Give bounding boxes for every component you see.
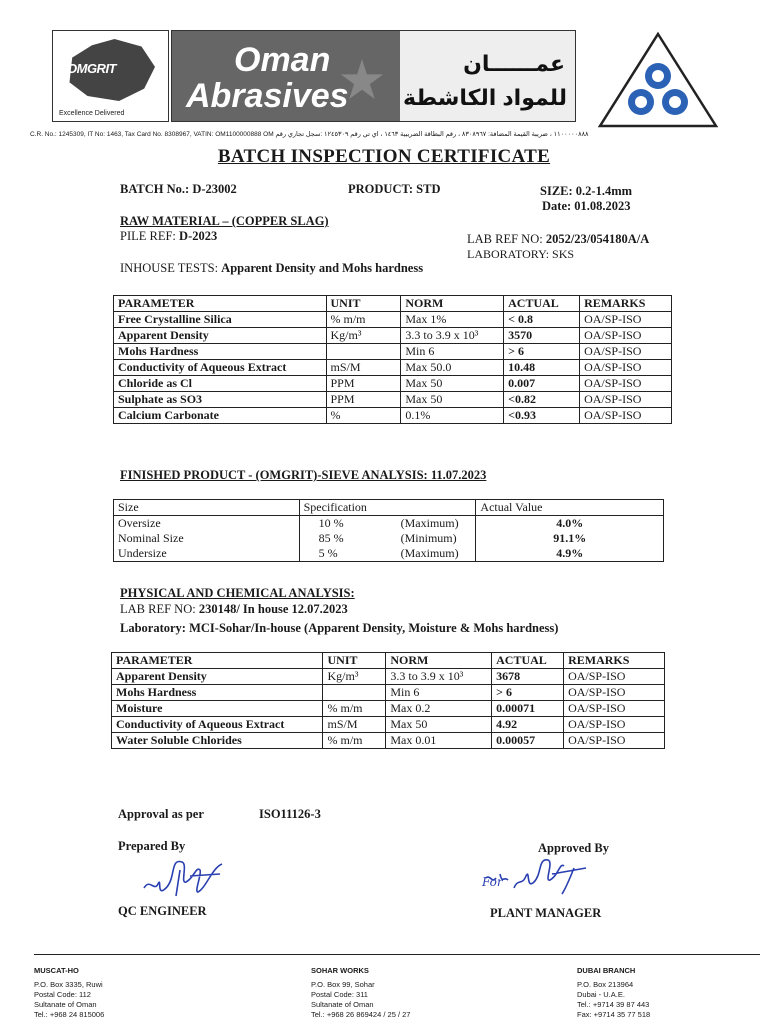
column-header: NORM [401,296,504,312]
table-row [114,516,664,532]
oman-abrasives-banner [171,30,576,122]
table-row [114,344,672,360]
footer-dubai [577,966,650,1020]
footer-line: Fax: +9714 35 77 518 [577,1010,651,1019]
approved-by-label: Approved By [538,841,609,855]
registration-line: C.R. No.: 1245309, IT No: 1463, Tax Card No. 8308967, VATIN: OM1100000888 OM ١١٠٠٠٠٠٨٨٨ ، ضريبة القيمة المضافة: ٨٣٠٨٩٦٧ ، رقم البطاقة الضريبية ١٤٦٣ ، اي تي رقم ١٢٤٥٣٠٩ :سجل تجاري رقم [30,131,589,138]
remarks-cell: OA/SP-ISO [580,360,672,376]
size-cell: Nominal Size [114,531,300,546]
table-row [114,392,672,408]
actual-cell: <0.93 [504,408,580,424]
footer-line: Dubai - U.A.E. [577,990,625,999]
column-header: Specification [299,500,476,516]
table-row [112,669,665,685]
norm-cell: Max 1% [401,312,504,328]
parameter-cell: Mohs Hardness [112,685,323,701]
table-row [112,685,665,701]
footer-dubai-title: DUBAI BRANCH [577,966,636,975]
omgrit-logo-text: OMGRIT [67,61,116,76]
unit-cell: Kg/m³ [323,669,386,685]
date: Date: 01.08.2023 [542,199,631,213]
actual-cell: 4.0% [476,516,664,532]
parameter-cell: Water Soluble Chlorides [112,733,323,749]
laboratory: LABORATORY: SKS [467,247,575,261]
parameter-cell: Sulphate as SO3 [114,392,327,408]
product: PRODUCT: STD [348,182,441,196]
actual-cell: 4.9% [476,546,664,562]
table-row [114,546,664,562]
footer-line: Tel.: +968 24 815006 [34,1010,105,1019]
norm-cell: 3.3 to 3.9 x 10³ [386,669,492,685]
raw-material: RAW MATERIAL – (COPPER SLAG) [120,214,329,228]
column-header: UNIT [326,296,401,312]
remarks-cell: OA/SP-ISO [564,669,665,685]
footer-sohar-title: SOHAR WORKS [311,966,369,975]
inhouse-tests: INHOUSE TESTS: Apparent Density and Mohs hardness [120,261,424,275]
footer-line: P.O. Box 99, Sohar [311,980,375,989]
table-row [114,531,664,546]
physical-laboratory: Laboratory: MCI-Sohar/In-house (Apparent Density, Moisture & Mohs hardness) [120,621,559,635]
parameter-cell: Free Crystalline Silica [114,312,327,328]
actual-cell: 0.00071 [492,701,564,717]
triangle-certification-logo [596,30,720,130]
parameter-cell: Conductivity of Aqueous Extract [112,717,323,733]
sieve-analysis-heading: FINISHED PRODUCT - (OMGRIT)-SIEVE ANALYSIS: 11.07.2023 [120,468,487,482]
unit-cell: PPM [326,376,401,392]
spec-cell: 10 % (Maximum) [299,516,476,532]
footer-muscat [34,966,104,1020]
column-header: PARAMETER [112,653,323,669]
footer-sohar [311,966,410,1020]
physical-lab-ref: LAB REF NO: 230148/ In house 12.07.2023 [120,602,348,616]
norm-cell: Max 0.2 [386,701,492,717]
qc-engineer-title: QC ENGINEER [118,904,207,918]
norm-cell: Max 50.0 [401,360,504,376]
actual-cell: 4.92 [492,717,564,733]
batch-number: BATCH No.: D-23002 [120,182,237,196]
remarks-cell: OA/SP-ISO [580,408,672,424]
unit-cell: mS/M [323,717,386,733]
parameter-cell: Conductivity of Aqueous Extract [114,360,327,376]
footer-muscat-title: MUSCAT-HO [34,966,79,975]
unit-cell: % [326,408,401,424]
spec-cell: 5 % (Maximum) [299,546,476,562]
column-header: REMARKS [580,296,672,312]
footer-line: Tel.: +9714 39 87 443 [577,1000,650,1009]
column-header: ACTUAL [504,296,580,312]
parameter-cell: Chloride as Cl [114,376,327,392]
table-row [114,408,672,424]
actual-cell: 10.48 [504,360,580,376]
column-header: PARAMETER [114,296,327,312]
actual-cell: 3570 [504,328,580,344]
unit-cell: % m/m [323,701,386,717]
column-header: NORM [386,653,492,669]
approval-label: Approval as per [118,807,204,821]
banner-arabic-abrasives: للمواد الكاشطة [403,85,567,110]
remarks-cell: OA/SP-ISO [580,344,672,360]
footer-divider [34,954,760,955]
omgrit-tagline: Excellence Delivered [59,110,125,117]
table-header-row [112,653,665,669]
banner-english-oman: Oman [234,41,331,79]
signature-prefix: For [482,875,503,889]
actual-cell: 3678 [492,669,564,685]
actual-cell: > 6 [504,344,580,360]
norm-cell: Min 6 [386,685,492,701]
physical-chemical-table [111,652,665,749]
column-header: ACTUAL [492,653,564,669]
footer-line: Sultanate of Oman [311,1000,374,1009]
table-row [112,733,665,749]
physical-chemical-heading: PHYSICAL AND CHEMICAL ANALYSIS: [120,586,355,600]
unit-cell: mS/M [326,360,401,376]
sieve-analysis-table [113,499,664,562]
norm-cell: Max 0.01 [386,733,492,749]
size-cell: Oversize [114,516,300,532]
remarks-cell: OA/SP-ISO [580,392,672,408]
unit-cell: % m/m [326,312,401,328]
unit-cell [326,344,401,360]
remarks-cell: OA/SP-ISO [564,685,665,701]
plant-manager-title: PLANT MANAGER [490,906,602,920]
pile-ref: PILE REF: D-2023 [120,229,218,243]
table-header-row [114,296,672,312]
parameter-cell: Mohs Hardness [114,344,327,360]
actual-cell: < 0.8 [504,312,580,328]
remarks-cell: OA/SP-ISO [564,717,665,733]
banner-arabic-panel [400,31,575,121]
norm-cell: Max 50 [386,717,492,733]
norm-cell: Min 6 [401,344,504,360]
omgrit-logo [52,30,169,122]
footer-line: Sultanate of Oman [34,1000,97,1009]
unit-cell: % m/m [323,733,386,749]
remarks-cell: OA/SP-ISO [580,328,672,344]
unit-cell [323,685,386,701]
table-row [112,717,665,733]
actual-cell: 91.1% [476,531,664,546]
norm-cell: 3.3 to 3.9 x 10³ [401,328,504,344]
footer-line: Postal Code: 112 [34,990,91,999]
column-header: UNIT [323,653,386,669]
unit-cell: Kg/m³ [326,328,401,344]
plant-manager-signature [478,848,594,900]
column-header: Actual Value [476,500,664,516]
table-header-row [114,500,664,516]
table-row [114,360,672,376]
table-row [114,312,672,328]
parameter-cell: Apparent Density [112,669,323,685]
document-title: BATCH INSPECTION CERTIFICATE [217,146,551,167]
banner-arabic-oman: عمــــــان [463,51,565,76]
spec-cell: 85 % (Minimum) [299,531,476,546]
remarks-cell: OA/SP-ISO [580,312,672,328]
footer-line: Postal Code: 311 [311,990,368,999]
column-header: Size [114,500,300,516]
approval-standard: ISO11126-3 [259,807,321,821]
column-header: REMARKS [564,653,665,669]
parameter-cell: Moisture [112,701,323,717]
footer-line: P.O. Box 213964 [577,980,634,989]
norm-cell: Max 50 [401,376,504,392]
unit-cell: PPM [326,392,401,408]
raw-material-test-table [113,295,672,424]
footer-line: P.O. Box 3335, Ruwi [34,980,103,989]
table-row [112,701,665,717]
remarks-cell: OA/SP-ISO [564,733,665,749]
banner-english-abrasives: Abrasives [186,77,349,115]
actual-cell: 0.007 [504,376,580,392]
size: SIZE: 0.2-1.4mm [540,184,633,198]
remarks-cell: OA/SP-ISO [580,376,672,392]
actual-cell: 0.00057 [492,733,564,749]
actual-cell: > 6 [492,685,564,701]
actual-cell: <0.82 [504,392,580,408]
size-cell: Undersize [114,546,300,562]
table-row [114,328,672,344]
parameter-cell: Calcium Carbonate [114,408,327,424]
footer-line: Tel.: +968 26 869424 / 25 / 27 [311,1010,411,1019]
remarks-cell: OA/SP-ISO [564,701,665,717]
qc-engineer-signature [136,848,232,904]
table-row [114,376,672,392]
prepared-by-label: Prepared By [118,839,186,853]
norm-cell: Max 50 [401,392,504,408]
parameter-cell: Apparent Density [114,328,327,344]
norm-cell: 0.1% [401,408,504,424]
lab-ref: LAB REF NO: 2052/23/054180A/A [467,232,650,246]
